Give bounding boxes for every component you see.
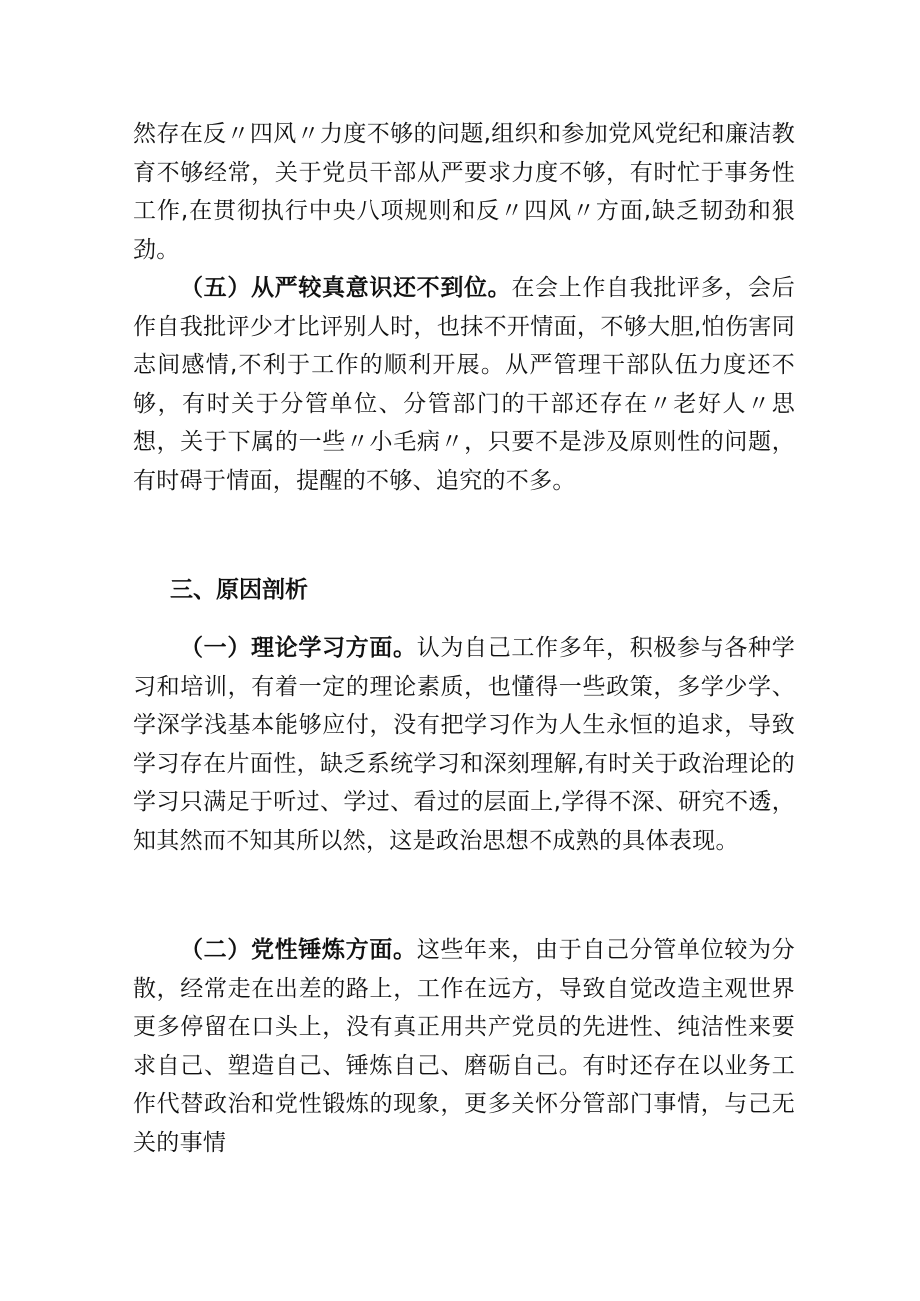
paragraph-lead: （一）理论学习方面。: [180, 635, 417, 661]
section-heading: 三、原因剖析: [170, 577, 308, 603]
paragraph-reason-two: [133, 931, 795, 1162]
paragraph-text: 在会上作自我批评多，会后作自我批评少才比评别人时，也抹不开情面，不够大胆,怕伤害同志间感情,不利于工作的顺利开展。从严管理干部队伍力度还不够，有时关于分管单位、分管部门的干部还存在〃老好人〃思想，关于下属的一些〃小毛病〃，只要不是涉及原则性的问题，有时碍于情面，提醒的不够、追究的不多。: [133, 275, 796, 494]
paragraph-item-five: [133, 269, 795, 500]
paragraph-text: 然存在反〃四风〃力度不够的问题,组织和参加党风党纪和廉洁教育不够经常，关于党员干部从严要求力度不够，有时忙于事务性工作,在贯彻执行中央八项规则和反〃四风〃方面,缺乏韧劲和狠劲。: [133, 121, 795, 263]
paragraph-lead: （五）从严较真意识还不到位。: [180, 275, 512, 301]
paragraph-text: 这些年来，由于自己分管单位较为分散，经常走在出差的路上，工作在远方，导致自觉改造主观世界更多停留在口头上，没有真正用共产党员的先进性、纯洁性来要求自己、塑造自己、锤炼自己、磨砺自己。有时还存在以业务工作代替政治和党性锻炼的现象，更多关怀分管部门事情，与己无关的事情: [133, 937, 795, 1156]
paragraph-reason-one: [133, 629, 795, 860]
paragraph-text: 认为自己工作多年，积极参与各种学习和培训，有着一定的理论素质，也懂得一些政策，多学少学、学深学浅基本能够应付，没有把学习作为人生永恒的追求，导致学习存在片面性，缺乏系统学习和深刻理解,有时关于政治理论的学习只满足于听过、学过、看过的层面上,学得不深、研究不透，知其然而不知其所以然，这是政治思想不成熟的具体表现。: [133, 635, 795, 854]
paragraph-lead: （二）党性锤炼方面。: [180, 937, 417, 963]
paragraph-continuation: [133, 115, 795, 269]
